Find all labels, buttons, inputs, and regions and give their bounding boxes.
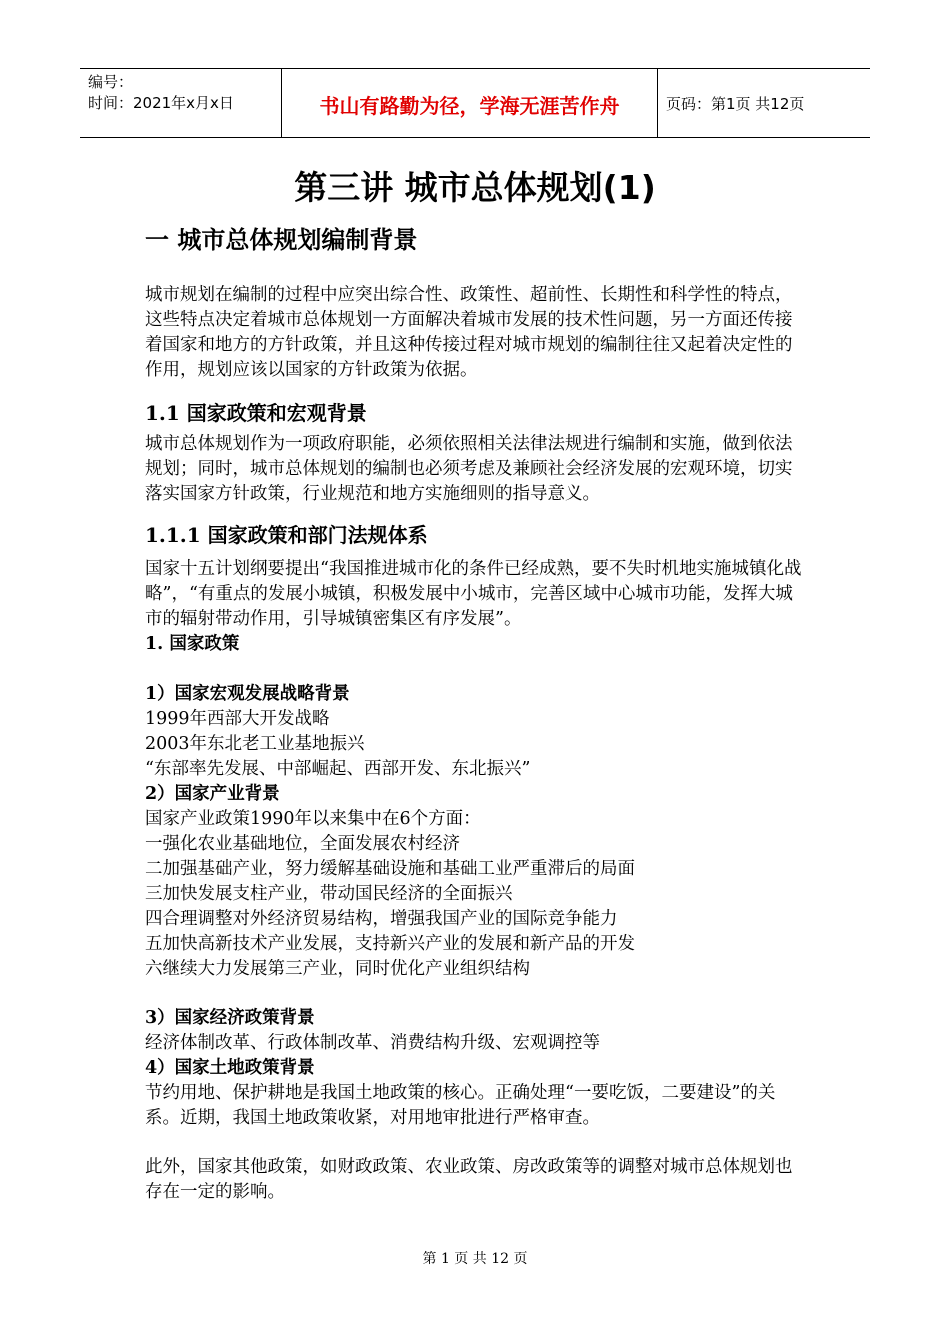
header-motto: 书山有路勤为径，学海无涯苦作舟 xyxy=(282,69,658,137)
section-heading-1-1-1 xyxy=(145,519,428,548)
header-meta xyxy=(80,69,282,137)
policy-heading: 1. 国家政策 xyxy=(145,634,240,654)
section-1-1-1-paragraph: 国家十五计划纲要提出“我国推进城市化的条件已经成熟，要不失时机地实施城镇化战略”，“有重点的发展小城镇，积极发展中小城市，完善区域中心城市功能，发挥大城市的辐射带动作用，引导城镇密集区有序发展”。 xyxy=(145,559,802,629)
list-item: 六继续大力发展第三产业，同时优化产业组织结构 xyxy=(145,959,530,979)
date-label: 时间：2021年x月x日 xyxy=(88,94,234,112)
section-title: 国家政策和宏观背景 xyxy=(186,401,367,425)
page-footer: 第 1 页 共 12 页 xyxy=(422,1251,528,1267)
economy-heading: 3）国家经济政策背景 xyxy=(145,1008,315,1028)
economy-body: 经济体制改革、行政体制改革、消费结构升级、宏观调控等 xyxy=(145,1033,600,1053)
page-header xyxy=(80,68,870,138)
land-heading: 4）国家土地政策背景 xyxy=(145,1058,315,1078)
other-paragraph: 此外，国家其他政策，如财政政策、农业政策、房改政策等的调整对城市总体规划也存在一定的影响。 xyxy=(145,1157,793,1202)
macro-heading: 1）国家宏观发展战略背景 xyxy=(145,684,350,704)
section-title: 国家政策和部门法规体系 xyxy=(207,523,428,547)
section-number: 1.1.1 xyxy=(145,523,201,547)
list-item: 一强化农业基础地位，全面发展农村经济 xyxy=(145,834,460,854)
section-heading-1: 一 城市总体规划编制背景 xyxy=(145,226,418,254)
list-item: 五加快高新技术产业发展，支持新兴产业的发展和新产品的开发 xyxy=(145,934,635,954)
list-item: 国家产业政策1990年以来集中在6个方面： xyxy=(145,809,481,829)
number-label: 编号： xyxy=(88,73,134,91)
section-number: 1.1 xyxy=(145,401,180,425)
list-item: 三加快发展支柱产业，带动国民经济的全面振兴 xyxy=(145,884,513,904)
list-item: 二加强基础产业，努力缓解基础设施和基础工业严重滞后的局面 xyxy=(145,859,635,879)
section-1-1-paragraph: 城市总体规划作为一项政府职能，必须依照相关法律法规进行编制和实施，做到依法规划；同时，城市总体规划的编制也必须考虑及兼顾社会经济发展的宏观环境，切实落实国家方针政策，行业规范和地方实施细则的指导意义。 xyxy=(145,434,793,504)
list-item: “东部率先发展、中部崛起、西部开发、东北振兴” xyxy=(145,759,531,779)
list-item: 四合理调整对外经济贸易结构，增强我国产业的国际竞争能力 xyxy=(145,909,618,929)
land-body: 节约用地、保护耕地是我国土地政策的核心。正确处理“一要吃饭，二要建设”的关系。近期，我国土地政策收紧，对用地审批进行严格审查。 xyxy=(145,1083,776,1128)
header-page-label: 页码：第1页 共12页 xyxy=(666,94,805,113)
intro-paragraph: 城市规划在编制的过程中应突出综合性、政策性、超前性、长期性和科学性的特点，这些特点决定着城市总体规划一方面解决着城市发展的技术性问题，另一方面还传接着国家和地方的方针政策，并且这种传接过程对城市规划的编制往往又起着决定性的作用，规划应该以国家的方针政策为依据。 xyxy=(145,285,793,380)
list-item: 2003年东北老工业基地振兴 xyxy=(145,734,365,754)
industry-heading: 2）国家产业背景 xyxy=(145,784,280,804)
list-item: 1999年西部大开发战略 xyxy=(145,709,330,729)
document-title: 第三讲 城市总体规划(1) xyxy=(294,168,656,207)
section-heading-1-1 xyxy=(145,397,367,426)
